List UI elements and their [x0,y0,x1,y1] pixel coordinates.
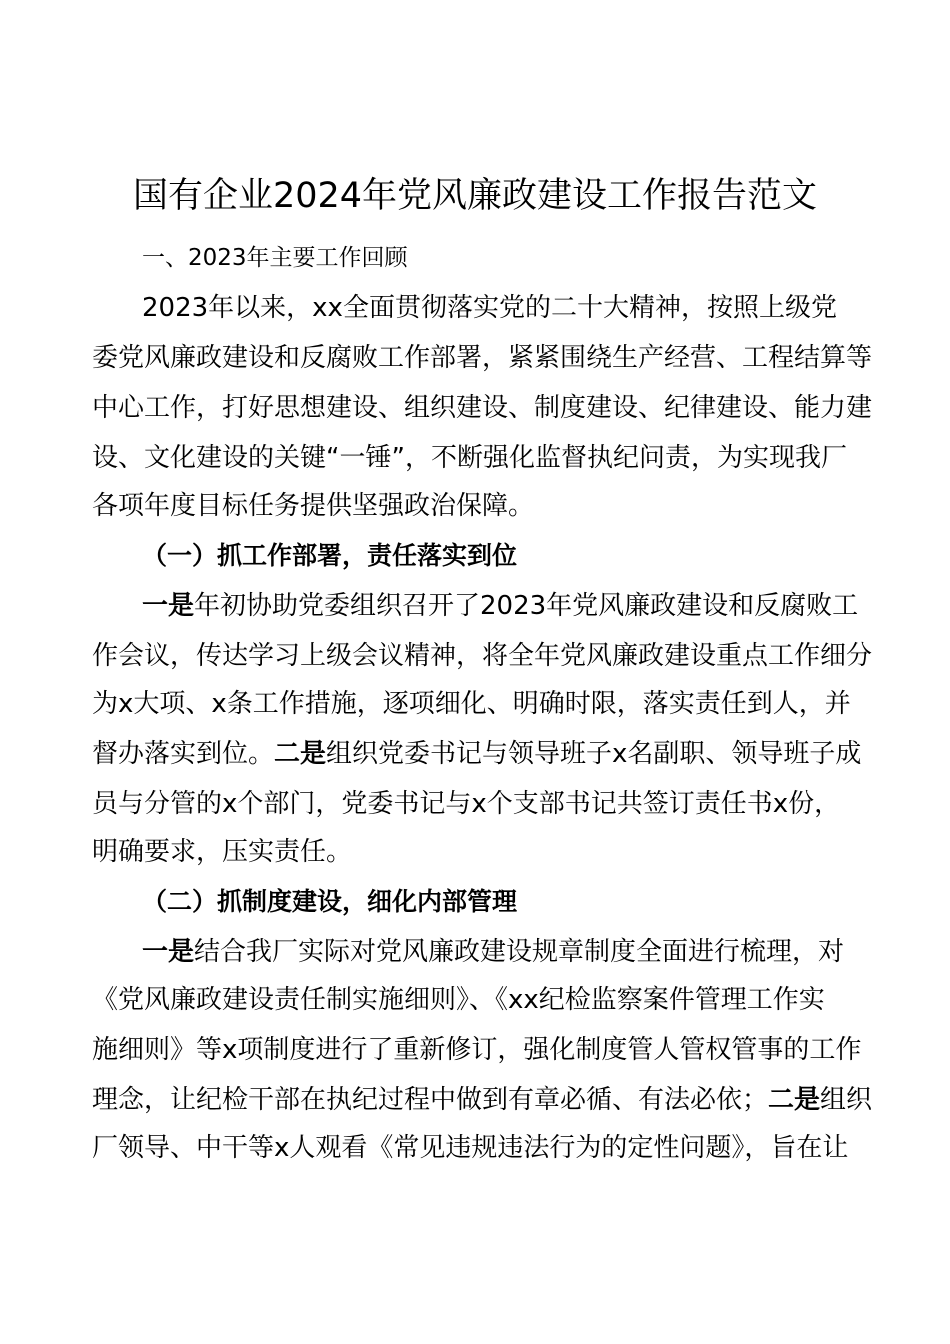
paragraph-line: 为x大项、x条工作措施，逐项细化、明确时限，落实责任到人，并 [92,689,851,719]
paragraph-line: 厂领导、中干等x人观看《常见违规违法行为的定性问题》，旨在让 [92,1133,849,1163]
document-title: 国有企业2024年党风廉政建设工作报告范文 [132,176,818,216]
subsection-heading: （一）抓工作部署，责任落实到位 [142,541,518,570]
paragraph-line: 一是年初协助党委组织召开了2023年党风廉政建设和反腐败工 [142,591,859,621]
section-heading: 一、2023年主要工作回顾 [142,245,408,271]
paragraph-line: 员与分管的x个部门，党委书记与x个支部书记共签订责任书x份， [92,789,841,819]
paragraph-line: 中心工作，打好思想建设、组织建设、制度建设、纪律建设、能力建 [92,393,873,423]
subsection-heading: （二）抓制度建设，细化内部管理 [142,887,518,916]
paragraph-line: 各项年度目标任务提供坚强政治保障。 [92,491,535,521]
paragraph-line: 2023年以来，xx全面贯彻落实党的二十大精神，按照上级党 [142,293,837,323]
emphasis-marker: 一是 [142,591,195,621]
paragraph-line: 《党风廉政建设责任制实施细则》、《xx纪检监察案件管理工作实 [92,985,825,1015]
paragraph-line: 施细则》等x项制度进行了重新修订，强化制度管人管权管事的工作 [92,1035,862,1065]
emphasis-marker: 二是 [768,1085,821,1115]
paragraph-line: 一是结合我厂实际对党风廉政建设规章制度全面进行梳理，对 [142,937,845,967]
paragraph-line: 委党风廉政建设和反腐败工作部署，紧紧围绕生产经营、工程结算等 [92,343,873,373]
paragraph-line: 作会议，传达学习上级会议精神，将全年党风廉政建设重点工作细分 [92,641,873,671]
paragraph-line: 明确要求，压实责任。 [92,837,353,867]
paragraph-line: 理念，让纪检干部在执纪过程中做到有章必循、有法必依；二是组织 [92,1085,873,1115]
emphasis-marker: 一是 [142,937,195,967]
emphasis-marker: 二是 [274,739,327,769]
paragraph-line: 设、文化建设的关键“一锤”，不断强化监督执纪问责，为实现我厂 [92,443,847,473]
paragraph-line: 督办落实到位。二是组织党委书记与领导班子x名副职、领导班子成 [92,739,862,769]
